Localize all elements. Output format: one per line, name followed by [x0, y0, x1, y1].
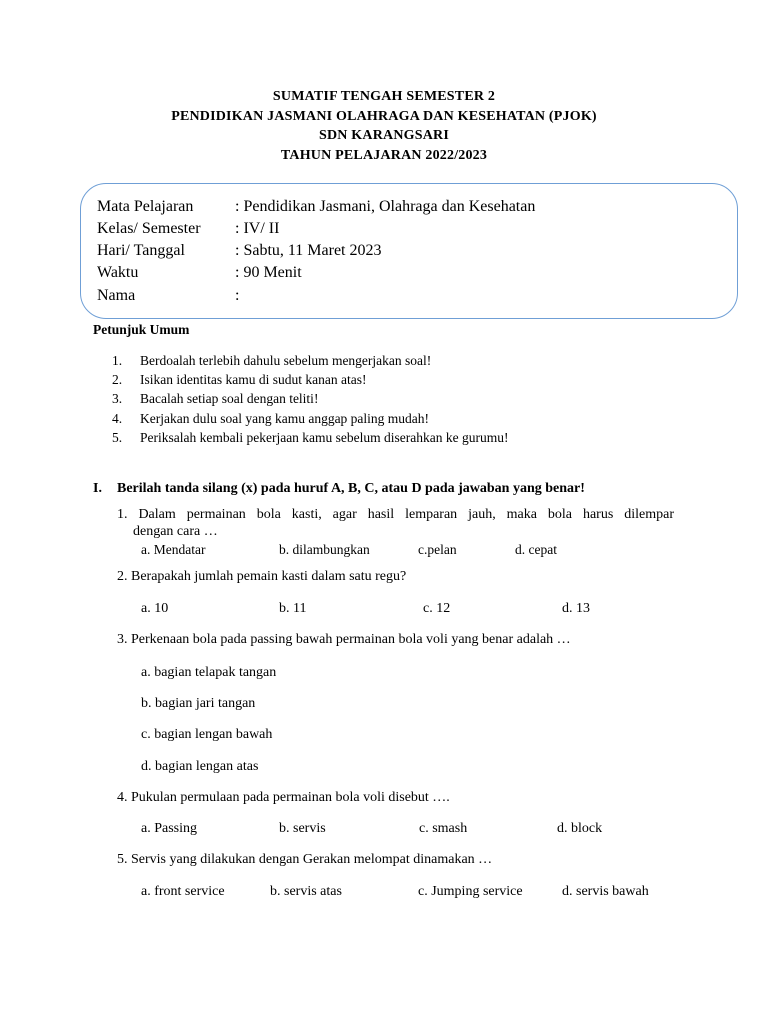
question-1: [117, 506, 674, 540]
identity-box: [80, 183, 738, 319]
answer-option[interactable]: c. bagian lengan bawah: [141, 727, 273, 742]
answer-option[interactable]: d. servis bawah: [562, 884, 649, 899]
question-text: 1. Dalam permainan bola kasti, agar hasil lemparan jauh, maka bola harus dilempar: [117, 507, 674, 522]
info-value: : Pendidikan Jasmani, Olahraga dan Kesehatan: [235, 198, 536, 215]
info-value: : IV/ II: [235, 220, 280, 237]
answer-option[interactable]: d. cepat: [515, 542, 557, 557]
header-title: SUMATIF TENGAH SEMESTER 2: [272, 89, 496, 104]
answer-option[interactable]: a. 10: [141, 601, 169, 616]
header-school: SDN KARANGSARI: [319, 128, 449, 143]
answer-option[interactable]: d. 13: [562, 601, 590, 616]
info-value: : Sabtu, 11 Maret 2023: [235, 242, 382, 259]
list-text: Periksalah kembali pekerjaan kamu sebelum diserahkan ke gurumu!: [140, 429, 509, 445]
question-5: 5. Servis yang dilakukan dengan Gerakan melompat dinamakan …: [117, 852, 493, 867]
answer-option[interactable]: d. block: [557, 821, 603, 836]
list-text: Berdoalah terlebih dahulu sebelum mengerjakan soal!: [140, 353, 432, 368]
list-number: 5.: [112, 429, 123, 445]
info-label: Nama: [97, 287, 136, 304]
section-title: Berilah tanda silang (x) pada huruf A, B, C, atau D pada jawaban yang benar!: [117, 481, 585, 496]
answer-option[interactable]: b. servis: [279, 821, 326, 836]
list-text: Bacalah setiap soal dengan teliti!: [140, 391, 319, 407]
answer-option[interactable]: a. Mendatar: [141, 542, 206, 557]
instructions-title: Petunjuk Umum: [93, 322, 190, 337]
question-text-continued: dengan cara …: [133, 524, 218, 539]
answer-option[interactable]: c. 12: [423, 601, 451, 616]
question-3: 3. Perkenaan bola pada passing bawah permainan bola voli yang benar adalah …: [117, 632, 571, 647]
answer-option[interactable]: c.pelan: [418, 542, 457, 557]
info-label: Mata Pelajaran: [97, 198, 194, 215]
list-number: 4.: [112, 410, 123, 426]
answer-option[interactable]: a. bagian telapak tangan: [141, 665, 277, 680]
list-number: 3.: [112, 391, 123, 407]
question-4: 4. Pukulan permulaan pada permainan bola voli disebut ….: [117, 790, 450, 805]
info-value: : 90 Menit: [235, 264, 302, 281]
info-label: Hari/ Tanggal: [97, 242, 185, 259]
header-subject: PENDIDIKAN JASMANI OLAHRAGA DAN KESEHATAN (PJOK): [171, 108, 597, 124]
answer-option[interactable]: c. smash: [419, 821, 468, 836]
answer-option[interactable]: a. front service: [141, 884, 225, 899]
answer-option[interactable]: b. bagian jari tangan: [141, 696, 256, 711]
answer-option[interactable]: b. 11: [279, 601, 307, 616]
info-label: Waktu: [97, 264, 139, 281]
list-text: Isikan identitas kamu di sudut kanan atas!: [140, 372, 367, 388]
list-number: 2.: [112, 372, 123, 388]
answer-option[interactable]: c. Jumping service: [418, 884, 523, 899]
answer-option[interactable]: d. bagian lengan atas: [141, 759, 259, 774]
answer-option[interactable]: a. Passing: [141, 821, 197, 836]
document-header: [0, 87, 768, 165]
list-number: 1.: [112, 353, 123, 368]
header-year: TAHUN PELAJARAN 2022/2023: [280, 147, 488, 163]
list-text: Kerjakan dulu soal yang kamu anggap paling mudah!: [140, 410, 430, 426]
section-number: I.: [93, 481, 102, 496]
answer-option[interactable]: b. servis atas: [270, 884, 342, 899]
info-value: :: [235, 287, 240, 304]
question-2: 2. Berapakah jumlah pemain kasti dalam satu regu?: [117, 569, 407, 584]
answer-option[interactable]: b. dilambungkan: [279, 542, 370, 557]
info-label: Kelas/ Semester: [97, 220, 201, 237]
